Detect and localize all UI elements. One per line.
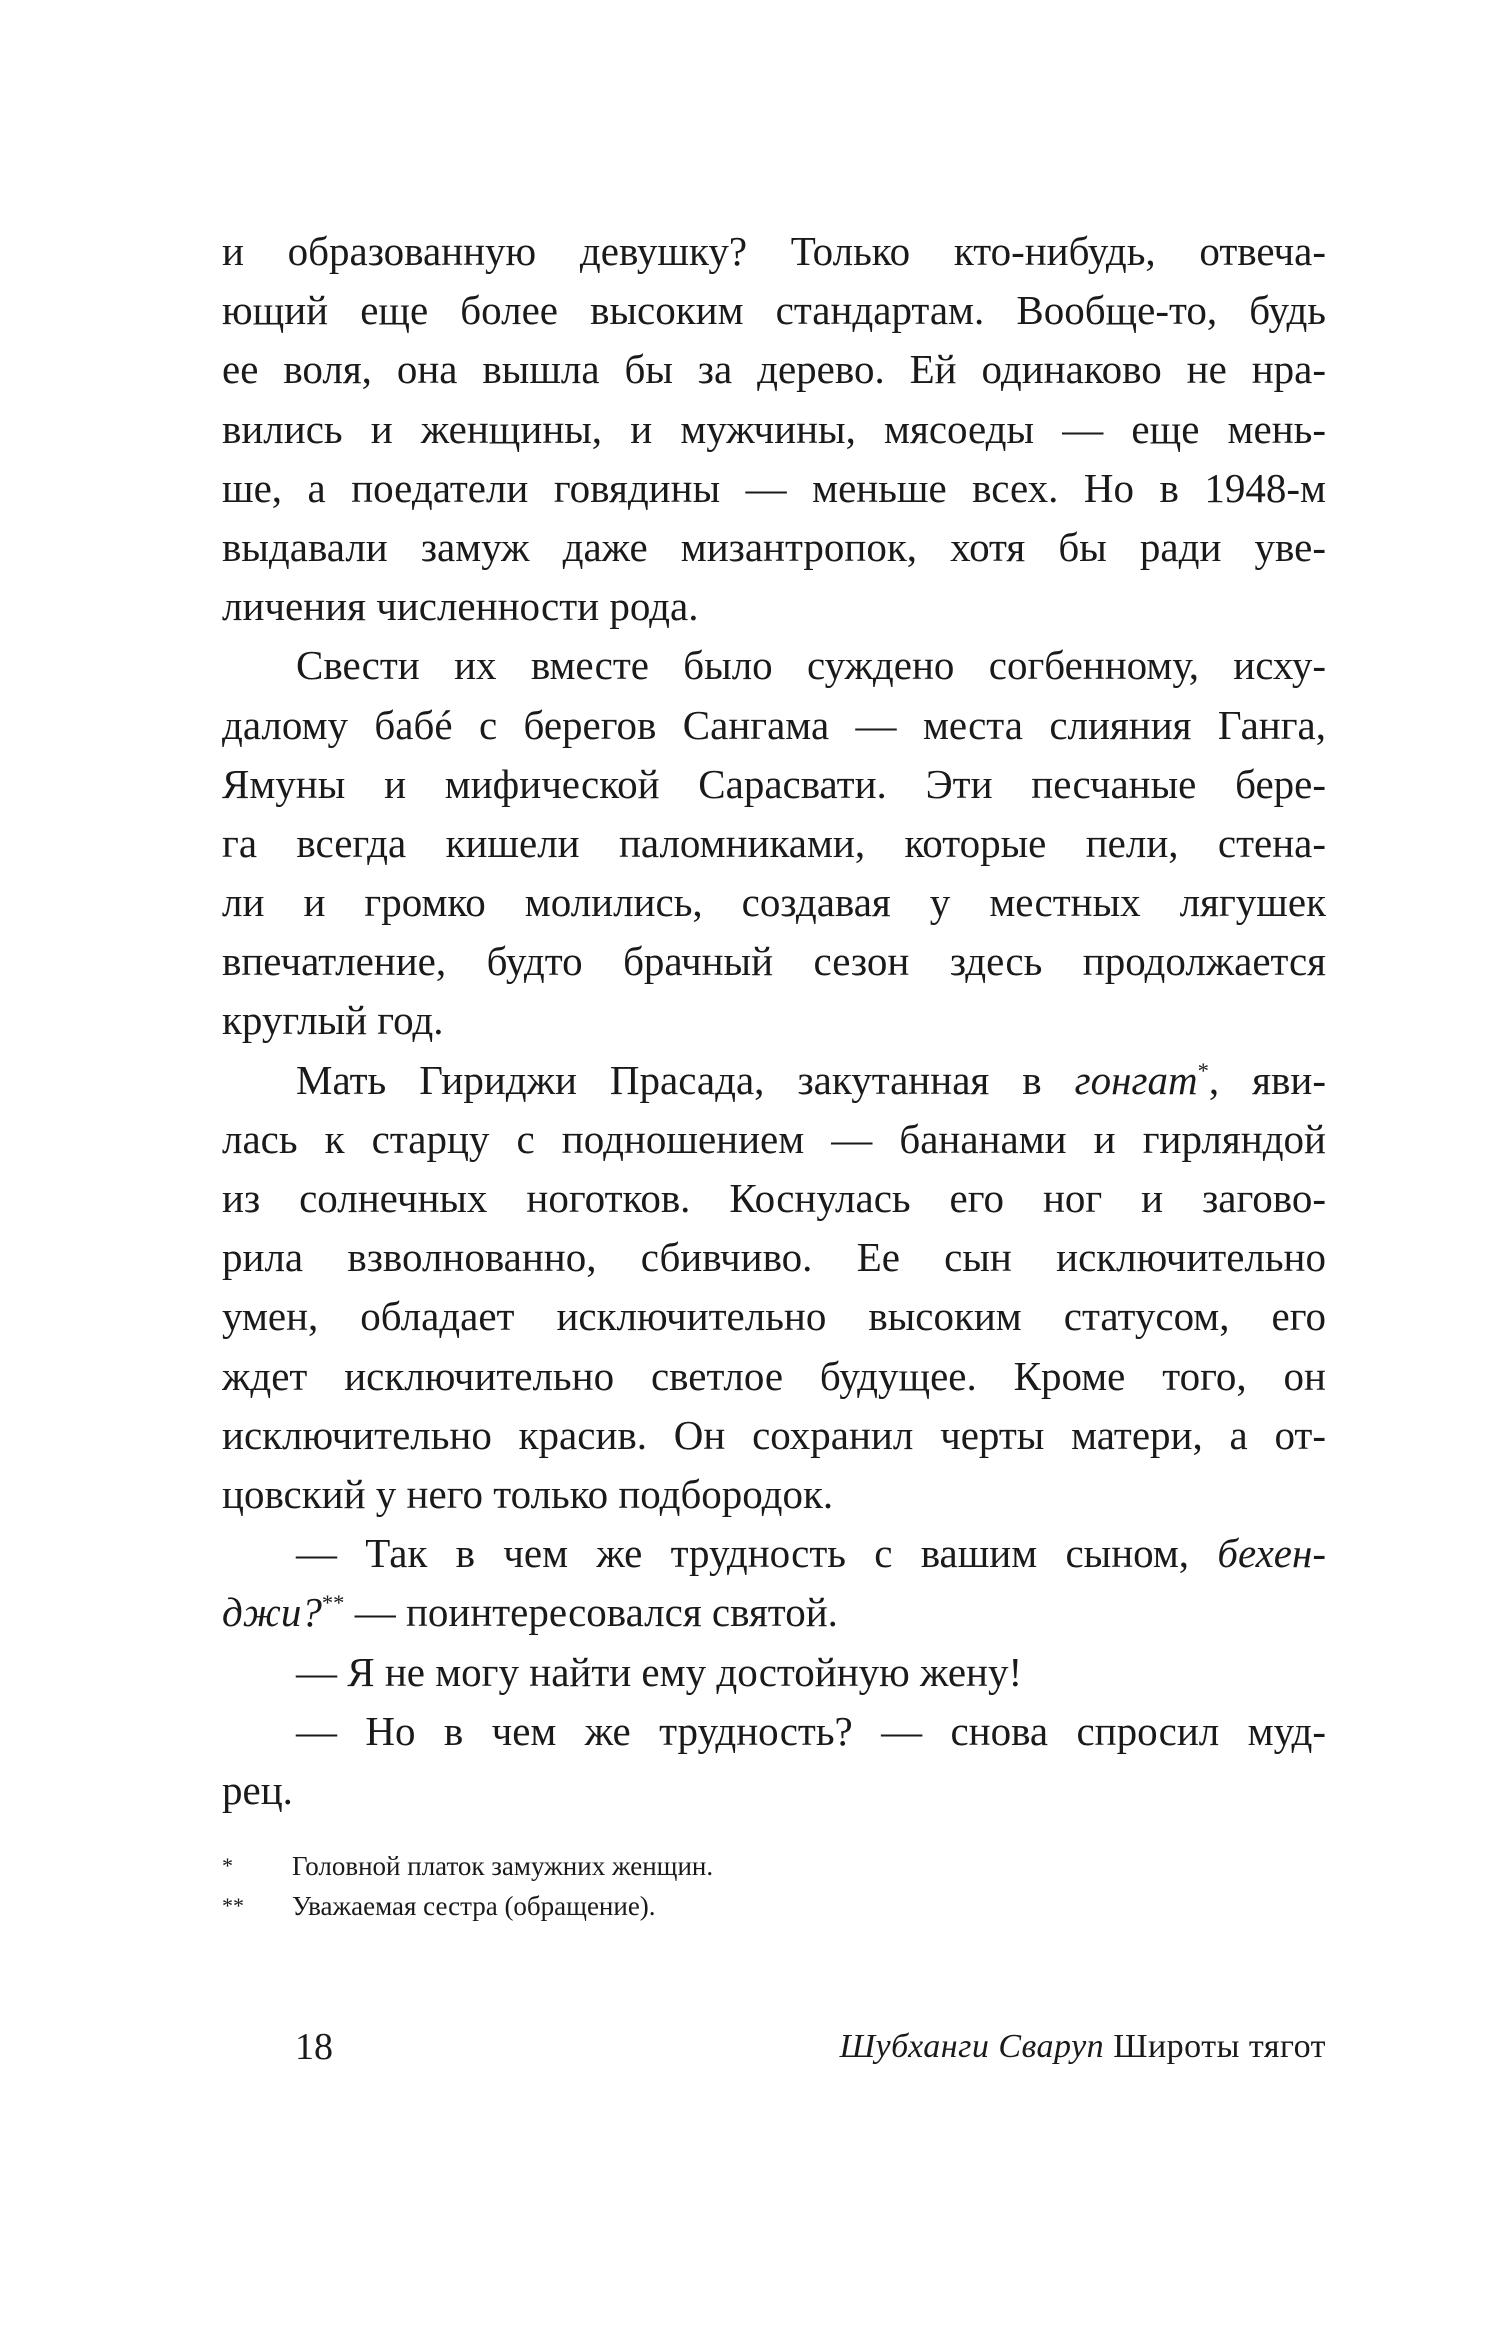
text-segment: га всегда кишели паломниками, которые пели, стена- — [222, 819, 1326, 866]
text-line — [222, 1465, 1326, 1524]
text-segment: впечатление, будто брачный сезон здесь продолжается — [222, 938, 1326, 985]
text-segment: круглый год. — [222, 997, 444, 1044]
running-head — [840, 2022, 1326, 2072]
text-segment: ее воля, она вышла бы за дерево. Ей одинаково не нра- — [222, 346, 1326, 393]
text-line — [222, 814, 1326, 873]
text-line — [222, 755, 1326, 814]
text-segment: далому бабé с берегов Сангама — места слияния Ганга, — [222, 701, 1326, 748]
text-segment: , яви- — [1208, 1056, 1326, 1103]
footnote-text: Уважаемая сестра (обращение). — [292, 1891, 656, 1921]
text-segment: Мать Гириджи Прасада, закутанная в — [296, 1056, 1075, 1103]
text-segment: ющий еще более высоким стандартам. Вообще-то, будь — [222, 287, 1326, 334]
text-line — [222, 222, 1326, 281]
text-line — [222, 518, 1326, 577]
text-line — [222, 636, 1326, 695]
text-line — [222, 1406, 1326, 1465]
text-line — [222, 1110, 1326, 1169]
text-segment: вились и женщины, и мужчины, мясоеды — еще мень- — [222, 405, 1326, 452]
text-line — [222, 873, 1326, 932]
text-line — [222, 459, 1326, 518]
page-footer — [222, 2022, 1326, 2072]
footnotes — [222, 1846, 1326, 1926]
body-text — [222, 222, 1326, 1820]
footnote-mark: ** — [222, 1893, 244, 1918]
text-segment: — Но в чем же трудность? — снова спросил муд- — [296, 1707, 1326, 1754]
text-segment: и образованную девушку? Только кто-нибудь, отвеча- — [222, 228, 1326, 274]
text-segment: лась к старцу с подношением — бананами и гирляндой — [222, 1115, 1326, 1162]
text-segment: — Я не могу найти ему достойную жену! — [296, 1648, 1023, 1695]
text-segment: выдавали замуж даже мизантропок, хотя бы ради уве- — [222, 523, 1326, 570]
text-line — [222, 1702, 1326, 1761]
italic-term: гонгат — [1074, 1056, 1198, 1103]
text-segment: ше, а поедатели говядины — меньше всех. Но в 1948-м — [222, 464, 1326, 511]
text-line — [222, 400, 1326, 459]
text-segment: Ямуны и мифической Сарасвати. Эти песчаные бере- — [222, 760, 1326, 807]
text-line — [222, 1583, 1326, 1642]
footnote-ref: ** — [321, 1590, 345, 1616]
footnote — [222, 1846, 1326, 1886]
text-segment: умен, обладает исключительно высоким статусом, его — [222, 1293, 1326, 1340]
text-segment: — Так в чем же трудность с вашим сыном, — [296, 1530, 1218, 1577]
text-segment: рила взволнованно, сбивчиво. Ее сын исключительно — [222, 1234, 1326, 1281]
text-line — [222, 1347, 1326, 1406]
text-line — [222, 1287, 1326, 1346]
text-segment: — поинтересовался святой. — [344, 1589, 838, 1636]
text-segment: цовский у него только подбородок. — [222, 1470, 834, 1517]
text-segment: ждет исключительно светлое будущее. Кроме того, он — [222, 1352, 1326, 1399]
text-segment: из солнечных ноготков. Коснулась его ног и загово- — [222, 1175, 1326, 1221]
italic-term: джи? — [222, 1589, 322, 1636]
footnote-ref: * — [1197, 1057, 1209, 1083]
footnote-text: Головной платок замужних женщин. — [292, 1851, 714, 1881]
text-line — [222, 991, 1326, 1050]
text-segment: ли и громко молились, создавая у местных лягушек — [222, 879, 1326, 926]
text-line — [222, 1761, 1326, 1820]
text-line — [222, 932, 1326, 991]
text-line — [222, 577, 1326, 636]
footnote-mark: * — [222, 1853, 233, 1878]
text-line — [222, 1051, 1326, 1110]
text-line — [222, 1169, 1326, 1228]
footnote — [222, 1886, 1326, 1926]
text-line — [222, 281, 1326, 340]
italic-term: бехен- — [1217, 1530, 1326, 1577]
text-segment: исключительно красив. Он сохранил черты матери, а от- — [222, 1411, 1326, 1458]
book-title: Широты тягот — [1113, 2028, 1326, 2065]
text-line — [222, 696, 1326, 755]
text-line — [222, 1228, 1326, 1287]
text-line — [222, 1524, 1326, 1583]
text-segment: Свести их вместе было суждено согбенному, исху- — [296, 642, 1326, 689]
text-segment: рец. — [222, 1766, 293, 1813]
page-number: 18 — [295, 2026, 333, 2068]
author-name: Шубханги Сваруп — [839, 2028, 1105, 2065]
text-segment: личения численности рода. — [222, 583, 699, 630]
text-line — [222, 340, 1326, 399]
text-line — [222, 1643, 1326, 1702]
